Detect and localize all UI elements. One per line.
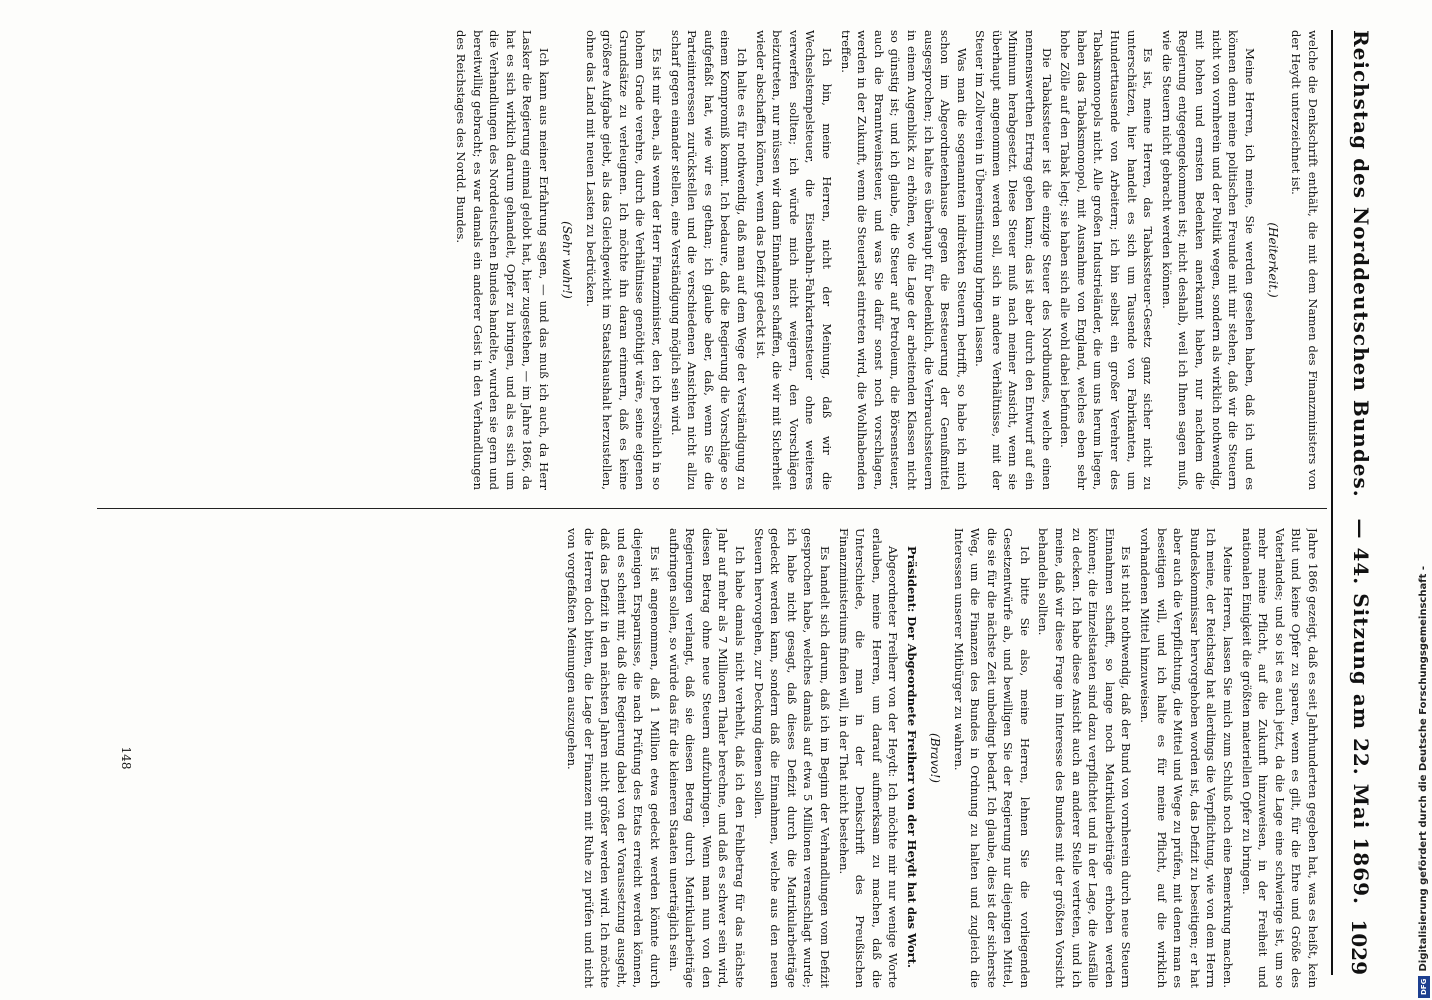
column-divider — [97, 508, 1327, 509]
left-paragraph: Ich halte es für nothwendig, daß man auf dem Wege der Verständigung zu einem Kompromiß kommt. Ich bedaure, daß die Regierung die Vorschläge so aufgefaßt hat, wie wir es gethan; ich glaube aber, daß, wenn Sie die Parteiinteressen zurückstellen und die verschiedenen Ansichten nicht allzu scharf gegen einander stellen, eine Verständigung möglich sein wird. — [668, 30, 749, 490]
dfg-logo: DFG — [1418, 976, 1430, 998]
right-paragraph: Es ist nicht nothwendig, daß der Bund von vornherein durch neue Steuern Einnahmen schafft, so lange noch Matrikularbeiträge erhoben werden können; die Einzelstaaten sind dazu verpflichtet und in der Lage, die Ausfälle zu decken. Ich habe diese Ansicht auch an anderer Stelle vertreten, und ich meine, daß wir diese Frage im Interesse des Bundes mit der größten Vorsicht behandeln sollten. — [1036, 528, 1134, 988]
header-rule — [1331, 30, 1333, 975]
digitization-credit — [1417, 0, 1431, 1000]
running-header — [1335, 30, 1383, 975]
left-paragraph: Meine Herren, ich meine, Sie werden gesehen haben, daß ich und es können denn meine politischen Freunde mit mir stehen, daß wir die Steuern nicht von vornherein und der Politik wegen, sondern als wirklich nothwendig, mit hohen und ernsten Bedenken anerkannt haben, nur nachdem die Regierung entgegengekommen ist; nicht deshalb, weil ich Ihnen sagen muß, wie die Steuern nicht gebracht werden können. — [1159, 30, 1257, 490]
left-paragraph: Es ist mir eben, als wenn der Herr Finanzminister, den ich persönlich in so hohem Grade verehre, durch die Verhältnisse genöthigt wäre, seine eigenen Grundsätze zu verleugnen. Ich möchte ihn daran erinnern, daß es keine größere Aufgabe giebt, als das Gleichgewicht im Staatshaushalt herzustellen, ohne das Land mit neuen Lasten zu bedrücken. — [583, 30, 665, 490]
left-paragraph: Was man die sogenannten indirekten Steuern betrifft, so habe ich mich schon im Abgeordnetenhause gegen die Besteuerung der Genußmittel ausgesprochen; ich halte es überhaupt für bedenklich, die Verbrauchssteuern in einem Augenblick zu erhöhen, wo die Lage der arbeitenden Klassen nicht so günstig ist; und ich glaube, die Steuer auf Petroleum, die Börsensteuer, auch die Branntweinsteuer, und was Sie dafür sonst noch vorschlagen, werden in der Zukunft, wenn die Steuerlast eintreten wird, die Wohlhabenden treffen. — [838, 30, 969, 490]
left-stage-direction-1: (Heiterkeit.) — [1265, 222, 1280, 298]
right-paragraph: Ich bitte Sie also, meine Herren, lehnen Sie die vorliegenden Gesetzentwürfe ab, und bewilligen Sie der Regierung nur diejenigen Mittel, die sie für die nächste Zeit unbedingt bedarf. Ich glaube, dies ist der sicherste Weg, um die Finanzen des Bundes in Ordnung zu halten und zugleich die Interessen unserer Mitbürger zu wahren. — [951, 528, 1032, 988]
header-left-title: Reichstag des Norddeutschen Bundes. — [1349, 30, 1373, 498]
right-stage-direction: (Bravo!) — [927, 733, 942, 783]
left-paragraph: Es ist, meine Herren, das Tabakssteuer-Gesetz ganz sicher nicht zu unterschätzen, hier handelt es sich um Tausende von Fabrikanten, um Hunderttausende von Arbeitern; ich bin selbst ein großer Verehrer des Tabaksmonopols nicht. Alle großen Industrieländer, die um uns herum liegen, haben das Tabaksmonopol, mit Ausnahme von England, welches eben sehr hohe Zölle auf den Tabak legt; sie haben sich alle wohl dabei befunden. — [1058, 30, 1156, 490]
left-closing-paragraph: Ich kann aus meiner Erfahrung sagen, — und das muß ich auch, da Herr Lasker die Regierung einmal gelobt hat, hier zugestehen, — im Jahre 1866, da hat es sich wirklich darum gehandelt, Opfer zu bringen, und als es sich um die Verhandlungen des Norddeutschen Bundes handelte, wurden sie gern und bereitwillig gebracht; es war damals ein anderer Geist in den Verhandlungen des Reichstages des Nordd. Bundes. — [454, 30, 552, 490]
left-paragraph: Ich bin, meine Herren, nicht der Meinung, daß wir die Wechselstempelsteuer, die Eisenbahn-Fahrkartensteuer ohne weiteres verwerfen sollten; ich würde mich nicht weigern, den Vorschlägen beizutreten, nur müssen wir dann Einnahmen schaffen, die wir mit Sicherheit wieder abschaffen können, wenn das Defizit gedeckt ist. — [753, 30, 834, 490]
left-intro: welche die Denkschrift enthält, die mit dem Namen des Finanzministers von der Heydt unterzeichnet ist. — [1289, 30, 1320, 490]
header-right-title: — 44. Sitzung am 22. Mai 1869. — [1349, 518, 1373, 905]
right-paragraph: Jahre 1866 gezeigt, daß es seit Jahrhunderten gegeben hat, was es heißt, kein Blut und keine Opfer zu sparen, wenn es gilt, für die Ehre und Größe des Vaterlandes; und so ist es auch jetzt, da die Lage eine schwierige ist, um so mehr meine Pflicht, auf die Zukunft hinzuweisen, in der Freiheit und nationalen Einigkeit die größten materiellen Opfer zu bringen. — [1239, 528, 1320, 988]
right-paragraph: Ich habe damals nicht verhehlt, daß ich den Fehlbetrag für das nächste Jahr auf mehr als 7 Millionen Thaler berechne, und daß es schwer sein wird, diesen Betrag ohne neue Steuern aufzubringen. Wenn man nun von den Regierungen verlangt, daß sie diesen Betrag durch Matrikularbeiträge aufbringen sollen, so würde das für die kleineren Staaten unerträglich sein. — [666, 528, 747, 988]
right-paragraph: Es handelt sich darum, daß ich im Beginn der Verhandlungen vom Defizit gesprochen habe, welches damals auf etwa 5 Millionen veranschlagt wurde; ich habe nicht gesagt, daß dieses Defizit durch die Matrikularbeiträge gedeckt werden kann, sondern daß die Einnahmen, welche aus den neuen Steuern hervorgehen, zur Deckung dienen sollen. — [751, 528, 832, 988]
header-page-number: 1029 — [1347, 919, 1371, 975]
digitization-credit-text: Digitalisierung gefördert durch die Deutsche Forschungsgemeinschaft - — [1418, 566, 1429, 972]
speaker-intro: Abgeordneter Freiherr von der Heydt: Ich möchte mir nur wenige Worte erlauben, meine Herren, um darauf aufmerksam zu machen, daß die Unterschiede, die man in der Denkschrift des Preußischen Finanzministeriums finden will, in der That nicht bestehen. — [836, 528, 901, 988]
right-paragraph: Meine Herren, lassen Sie mich zum Schluß noch eine Bemerkung machen. Ich meine, der Reichstag hat allerdings die Verpflichtung, wie von dem Herrn Bundeskommissar hervorgehoben worden ist, das Defizit zu beseitigen; er hat aber auch die Verpflichtung, die Mittel und Wege zu prüfen, mit denen man es beseitigen will, und ich halte es für meine Pflicht, auf die wirklich vorhandenen Mittel hinzuweisen. — [1138, 528, 1236, 988]
president-line: Präsident: Der Abgeordnete Freiherr von der Heydt hat das Wort. — [904, 546, 919, 969]
left-stage-direction-2: (Sehr wahr!) — [560, 221, 575, 299]
left-column — [101, 30, 1321, 490]
left-paragraph: Die Tabakssteuer ist die einzige Steuer des Nordbundes, welche einen nennenswerthen Ertrag geben kann; das ist aber durch den Entwurf auf ein Minimum herabgesetzt. Diese Steuer muß nach meiner Ansicht, wenn sie überhaupt angenommen werden soll, sich in andere Verhältnisse, mit der Steuer im Zollverein in Übereinstimmung bringen lassen. — [973, 30, 1054, 490]
right-column — [101, 528, 1321, 988]
right-paragraph: Es ist angenommen, daß 1 Million etwa gedeckt werden könnte durch diejenigen Ersparnisse, die nach Prüfung des Etats erreicht werden können, und es scheint mir, daß die Regierung dabei von der Voraussetzung ausgeht, daß das Defizit in den nächsten Jahren nicht größer werden wird. Ich möchte die Herren doch bitten, die Lage der Finanzen mit Ruhe zu prüfen und nicht von vorgefaßten Meinungen auszugehen. — [565, 528, 663, 988]
page-footer-number: 148 — [119, 746, 133, 770]
